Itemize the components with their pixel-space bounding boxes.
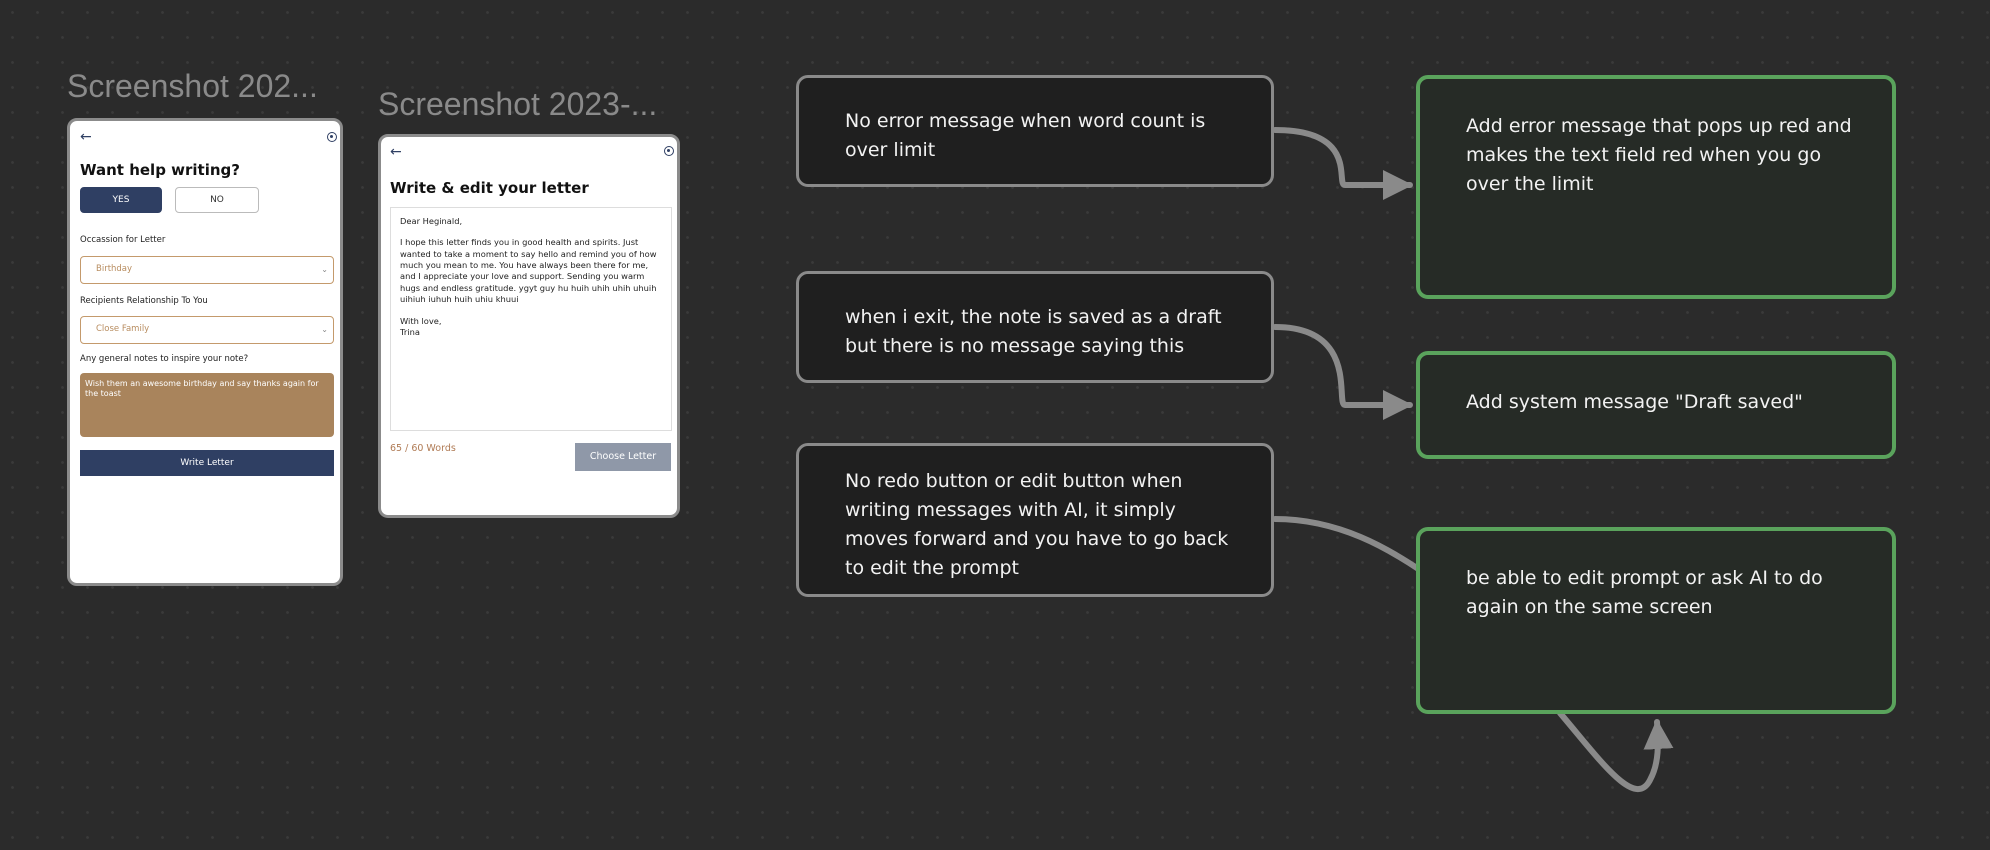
frame-title-2[interactable]: Screenshot 2023-... <box>378 86 658 122</box>
solution-note-1[interactable] <box>1416 75 1896 299</box>
problem-note-2-text: when i exit, the note is saved as a draft but there is no message saying this <box>845 306 1222 357</box>
solution-note-3[interactable] <box>1416 527 1896 714</box>
frame-title-1[interactable]: Screenshot 202... <box>67 68 318 104</box>
connector-arrow-1 <box>1275 130 1410 185</box>
connector-arrow-2 <box>1275 327 1410 405</box>
occasion-label: Occassion for Letter <box>80 235 166 245</box>
problem-note-2[interactable] <box>796 271 1274 383</box>
relationship-value: Close Family <box>96 324 150 334</box>
problem-note-3-text: No redo button or edit button when writing messages with AI, it simply moves forward and you have to go back to edit the prompt <box>845 470 1229 579</box>
notes-textarea[interactable]: Wish them an awesome birthday and say thanks again for the toast <box>80 373 334 437</box>
relationship-label: Recipients Relationship To You <box>80 296 208 306</box>
choose-letter-button[interactable]: Choose Letter <box>575 443 671 471</box>
yes-toggle-button[interactable]: YES <box>80 187 162 213</box>
page-title: Write & edit your letter <box>390 179 589 197</box>
occasion-value: Birthday <box>96 264 133 274</box>
solution-note-3-text: be able to edit prompt or ask AI to do again on the same screen <box>1466 567 1823 618</box>
letter-body: I hope this letter finds you in good health and spirits. Just wanted to take a moment to say hello and remind you of how much you mean to me. You have always been there for me, and I appreciate your love and support. Sending you warm hugs and endless gratitude. ygyt guy hu huih uhih uhih uhuih uihiuh iuhuh huih uhiu khuui <box>400 237 657 305</box>
letter-closing: With love, <box>400 315 442 326</box>
solution-note-2-text: Add system message "Draft saved" <box>1466 391 1803 413</box>
arrow-left-icon[interactable]: ← <box>390 144 402 160</box>
chevron-down-icon: ⌄ <box>321 265 328 274</box>
problem-note-3[interactable] <box>796 443 1274 597</box>
word-count: 65 / 60 Words <box>390 443 456 454</box>
solution-note-2[interactable] <box>1416 351 1896 459</box>
solution-note-1-text: Add error message that pops up red and makes the text field red when you go over the limit <box>1466 115 1852 195</box>
problem-note-1-text: No error message when word count is over limit <box>845 110 1206 161</box>
letter-greeting: Dear Heginald, <box>400 216 463 226</box>
arrow-left-icon[interactable]: ← <box>80 129 92 145</box>
connector-arrow-3 <box>1275 519 1420 570</box>
problem-note-1[interactable] <box>796 75 1274 187</box>
page-title: Want help writing? <box>80 161 240 179</box>
connector-loop-arrow <box>1560 713 1658 789</box>
notes-label: Any general notes to inspire your note? <box>80 354 249 364</box>
write-letter-button[interactable]: Write Letter <box>80 450 334 476</box>
chevron-down-icon: ⌄ <box>321 325 328 334</box>
no-toggle-button[interactable]: NO <box>175 187 259 213</box>
letter-signature: Trina <box>400 326 420 337</box>
